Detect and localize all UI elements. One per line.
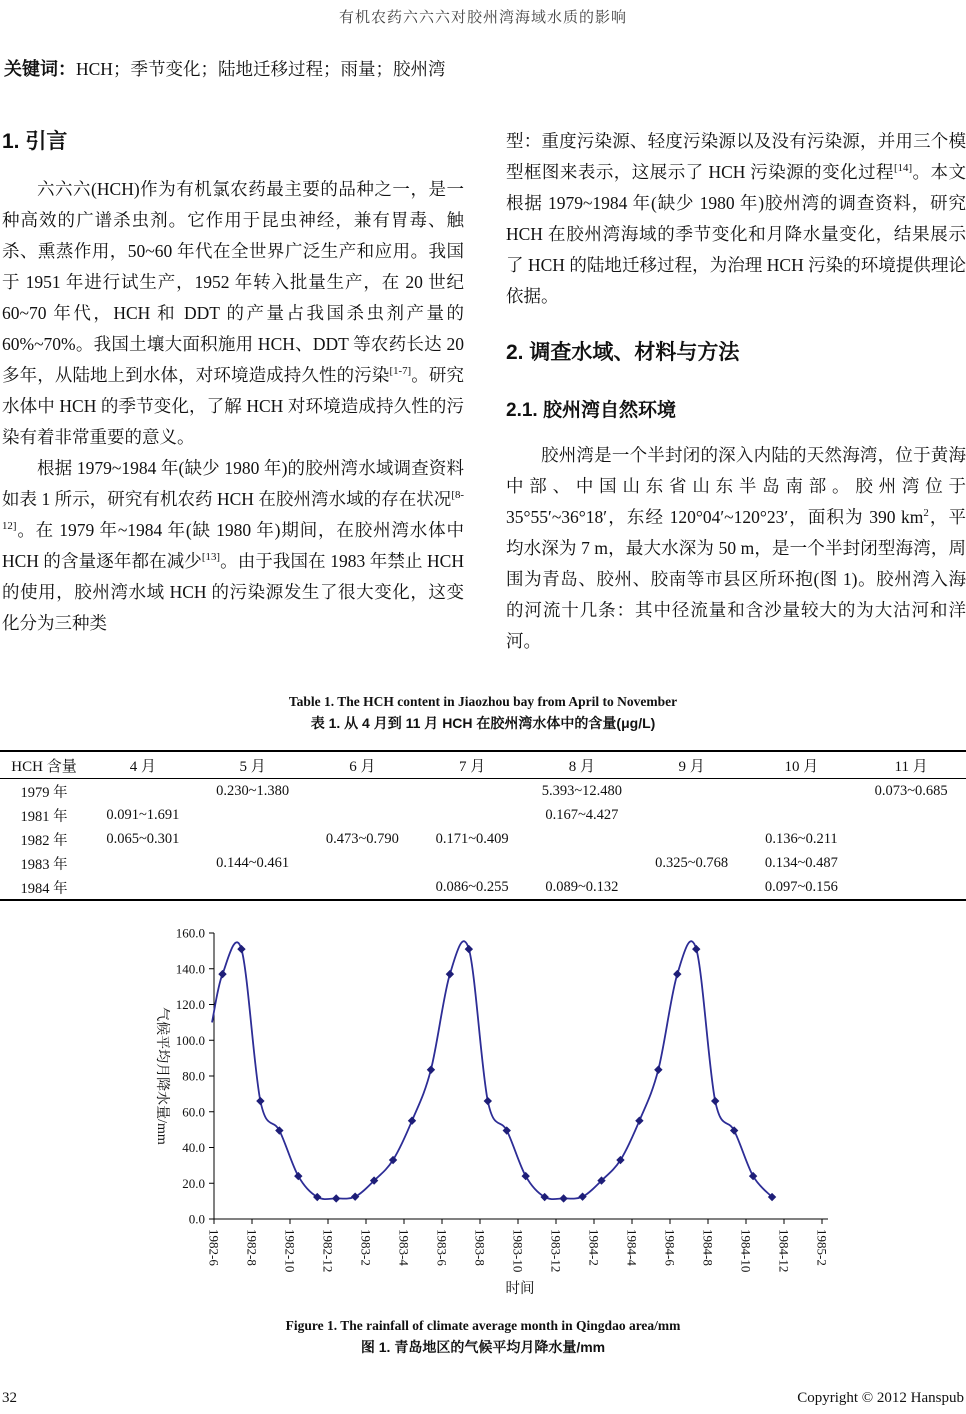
figure1-caption xyxy=(0,1316,966,1358)
x-tick-label: 1983-2 xyxy=(358,1229,374,1266)
hch-range-cell xyxy=(856,875,966,900)
hch-range-cell: 0.171~0.409 xyxy=(435,830,509,847)
table-header-month: 5 月 xyxy=(198,751,308,779)
text-run: 型：重度污染源、轻度污染源以及没有污染源，并用三个模型框图来表示，这展示了 HCH 污染源的变化过程 xyxy=(506,131,966,182)
x-tick-label: 1984-6 xyxy=(662,1229,678,1266)
rainfall-line xyxy=(212,941,772,1199)
data-point-marker xyxy=(294,1172,302,1180)
section-2-heading: 2. 调查水域、材料与方法 xyxy=(506,341,740,364)
hch-range-cell xyxy=(856,803,966,827)
text-run: ，平均水深为 7 m，最大水深为 50 m，是一个半封闭型海湾，周围为青岛、胶州、胶南等市县区所环抱(图 1)。胶州湾入海的河流十几条：其中径流量和含沙量较大的为大沽河和洋河。 xyxy=(506,507,966,651)
section-1-heading: 1. 引言 xyxy=(2,130,68,153)
row-year-cell: 1979 年 xyxy=(20,784,68,801)
x-tick-label: 1985-2 xyxy=(814,1229,830,1266)
left-column xyxy=(2,126,464,639)
data-point-marker xyxy=(351,1192,359,1200)
hch-range-cell xyxy=(198,827,308,851)
section-1-paragraph-3 xyxy=(506,126,966,312)
data-point-marker xyxy=(578,1192,586,1200)
data-point-marker xyxy=(559,1194,567,1202)
text-run: 。本文根据 1979~1984 年(缺少 1980 年)胶州湾的调查资料，研究 HCH 在胶州湾海域的季节变化和月降水量变化，结果展示了 HCH 的陆地迁移过程，为治理 HCH 污染的环境提供理论依据。 xyxy=(506,162,966,306)
hch-range-cell: 0.089~0.132 xyxy=(545,878,619,895)
table-header-month: 7 月 xyxy=(417,751,527,779)
y-tick-label: 60.0 xyxy=(182,1104,205,1120)
reference-superscript: 2 xyxy=(923,507,929,520)
hch-range-cell: 0.091~1.691 xyxy=(106,806,180,823)
hch-range-cell xyxy=(527,827,637,851)
x-axis-title: 时间 xyxy=(505,1281,535,1297)
row-year-cell: 1981 年 xyxy=(20,808,68,825)
hch-range-cell xyxy=(308,875,418,900)
hch-range-cell xyxy=(88,779,198,804)
table-header-label: HCH 含量 xyxy=(0,751,88,779)
x-tick-label: 1982-10 xyxy=(282,1229,298,1273)
reference-superscript: [1-7] xyxy=(389,365,412,378)
table-header-month: 8 月 xyxy=(527,751,637,779)
table-row xyxy=(0,875,966,900)
x-tick-label: 1984-2 xyxy=(586,1229,602,1266)
x-tick-label: 1982-6 xyxy=(206,1229,222,1266)
hch-range-cell xyxy=(198,803,308,827)
hch-range-cell: 0.065~0.301 xyxy=(106,830,180,847)
text-run: 。在 1979 年~1984 年(缺 1980 年)期间，在胶州湾水体中 HCH 的含量逐年都在减少 xyxy=(2,520,464,571)
table-header-month: 4 月 xyxy=(88,751,198,779)
y-tick-label: 80.0 xyxy=(182,1068,205,1084)
x-tick-label: 1983-10 xyxy=(510,1229,526,1273)
x-tick-label: 1983-6 xyxy=(434,1229,450,1266)
hch-range-cell: 0.097~0.156 xyxy=(764,878,838,895)
text-run: 六六六(HCH)作为有机氯农药最主要的品种之一，是一种高效的广谱杀虫剂。它作用于昆虫神经，兼有胃毒、触杀、熏蒸作用，50~60 年代在全世界广泛生产和应用。我国于 1951 年进行试生产，1952 年转入批量生产，在 20 世纪 60~70 年代，HCH 和 DDT 的产量占我国杀虫剂产量的 60%~70%。我国土壤大面积施用 HCH、DDT 等农药长达 20 多年，从陆地上到水体，对环境造成持久性的污染 xyxy=(2,179,464,385)
table-row xyxy=(0,851,966,875)
y-tick-label: 0.0 xyxy=(188,1211,205,1227)
keywords-text: HCH；季节变化；陆地迁移过程；雨量；胶州湾 xyxy=(76,59,446,79)
y-axis-title: 气候平均月降水量/mm xyxy=(154,1007,169,1145)
table1-caption xyxy=(0,692,966,734)
table-row xyxy=(0,779,966,804)
data-point-marker xyxy=(427,1066,435,1074)
row-year-cell: 1983 年 xyxy=(20,856,68,873)
table-header-month: 10 月 xyxy=(747,751,857,779)
figure1-caption-en: Figure 1. The rainfall of climate average month in Qingdao area/mm xyxy=(285,1318,681,1333)
table-header-month: 9 月 xyxy=(637,751,747,779)
hch-range-cell: 0.086~0.255 xyxy=(435,878,509,895)
hch-range-cell xyxy=(747,779,857,804)
text-run: 。由于我国在 1983 年禁止 HCH 的使用，胶州湾水域 HCH 的污染源发生了很大变化，这变化分为三种类 xyxy=(2,551,464,633)
x-tick-label: 1983-12 xyxy=(548,1229,564,1273)
hch-range-cell xyxy=(637,779,747,804)
data-point-marker xyxy=(673,970,681,978)
x-tick-label: 1984-8 xyxy=(700,1229,716,1266)
keywords-line xyxy=(4,56,962,82)
hch-range-cell xyxy=(88,875,198,900)
right-column xyxy=(506,126,966,657)
hch-range-cell xyxy=(198,875,308,900)
hch-range-cell xyxy=(308,779,418,804)
hch-range-cell: 0.073~0.685 xyxy=(874,782,948,799)
data-point-marker xyxy=(465,945,473,953)
x-tick-label: 1984-12 xyxy=(776,1229,792,1273)
hch-range-cell xyxy=(417,851,527,875)
running-header-title: 有机农药六六六对胶州湾海域水质的影响 xyxy=(338,10,627,26)
hch-range-cell xyxy=(308,803,418,827)
hch-range-cell xyxy=(417,803,527,827)
figure1-chart xyxy=(0,912,966,1312)
keywords-label: 关键词： xyxy=(4,59,76,79)
data-point-marker xyxy=(237,945,245,953)
table-header-month: 11 月 xyxy=(856,751,966,779)
y-tick-label: 140.0 xyxy=(175,961,205,977)
hch-range-cell: 0.167~4.427 xyxy=(545,806,619,823)
table1-caption-en: Table 1. The HCH content in Jiaozhou bay from April to November xyxy=(288,694,678,709)
y-tick-label: 160.0 xyxy=(175,925,205,941)
hch-range-cell: 0.144~0.461 xyxy=(216,854,290,871)
hch-range-cell: 0.325~0.768 xyxy=(655,854,729,871)
text-run: 胶州湾是一个半封闭的深入内陆的天然海湾，位于黄海中部、中国山东省山东半岛南部。胶州湾位于 35°55′~36°18′，东经 120°04′~120°23′，面积为 390 km xyxy=(506,445,966,527)
data-point-marker xyxy=(749,1172,757,1180)
hch-range-cell xyxy=(637,827,747,851)
hch-range-cell xyxy=(747,803,857,827)
section-2-1-heading: 2.1. 胶州湾自然环境 xyxy=(506,400,676,421)
table1-caption-zh: 表 1. 从 4 月到 11 月 HCH 在胶州湾水体中的含量(μg/L) xyxy=(310,715,656,731)
data-point-marker xyxy=(446,970,454,978)
hch-range-cell: 0.136~0.211 xyxy=(765,830,838,847)
hch-range-cell: 5.393~12.480 xyxy=(541,782,623,799)
row-year-cell: 1982 年 xyxy=(20,832,68,849)
data-point-marker xyxy=(522,1172,530,1180)
table-header-month: 6 月 xyxy=(308,751,418,779)
hch-range-cell xyxy=(308,851,418,875)
x-tick-label: 1984-4 xyxy=(624,1229,640,1266)
figure1-chart-area xyxy=(0,912,966,1312)
table-header-row xyxy=(0,751,966,779)
x-tick-label: 1983-8 xyxy=(472,1229,488,1266)
row-year-cell: 1984 年 xyxy=(20,880,68,897)
data-point-marker xyxy=(218,970,226,978)
reference-superscript: [14] xyxy=(894,162,913,175)
table-row xyxy=(0,803,966,827)
section-1-paragraph-2 xyxy=(2,453,464,639)
hch-range-cell xyxy=(527,851,637,875)
y-tick-label: 120.0 xyxy=(175,997,205,1012)
text-run: 根据 1979~1984 年(缺少 1980 年)的胶州湾水域调查资料如表 1 所示，研究有机农药 HCH 在胶州湾水域的存在状况 xyxy=(2,458,464,509)
hch-range-cell xyxy=(637,803,747,827)
hch-range-cell xyxy=(88,851,198,875)
hch-range-cell xyxy=(637,875,747,900)
y-tick-label: 100.0 xyxy=(175,1032,205,1048)
hch-range-cell: 0.230~1.380 xyxy=(216,782,290,799)
data-point-marker xyxy=(692,945,700,953)
reference-superscript: [13] xyxy=(201,551,220,564)
hch-range-cell xyxy=(856,851,966,875)
x-tick-label: 1982-8 xyxy=(244,1229,260,1266)
x-tick-label: 1983-4 xyxy=(396,1229,412,1266)
data-point-marker xyxy=(484,1097,492,1105)
data-point-marker xyxy=(711,1097,719,1105)
data-point-marker xyxy=(256,1097,264,1105)
text-run: 。研究水体中 HCH 的季节变化，了解 HCH 对环境造成持久性的污染有着非常重要的意义。 xyxy=(2,365,465,447)
section-2-1-paragraph-1 xyxy=(506,440,966,657)
reference-superscript: [8-12] xyxy=(2,489,464,533)
data-point-marker xyxy=(654,1066,662,1074)
page-number: 32 xyxy=(2,1390,17,1406)
table-row xyxy=(0,827,966,851)
hch-range-cell: 0.134~0.487 xyxy=(764,854,838,871)
hch-range-cell xyxy=(856,827,966,851)
hch-range-cell: 0.473~0.790 xyxy=(325,830,399,847)
copyright-notice: Copyright © 2012 Hanspub xyxy=(797,1390,964,1406)
y-tick-label: 40.0 xyxy=(182,1140,205,1155)
hch-range-cell xyxy=(417,779,527,804)
x-tick-label: 1982-12 xyxy=(320,1229,336,1273)
figure1-caption-zh: 图 1. 青岛地区的气候平均月降水量/mm xyxy=(360,1339,606,1355)
data-point-marker xyxy=(408,1116,416,1124)
x-tick-label: 1984-10 xyxy=(738,1229,754,1273)
y-tick-label: 20.0 xyxy=(182,1175,205,1191)
data-point-marker xyxy=(635,1116,643,1124)
data-point-marker xyxy=(332,1194,340,1202)
hch-content-table xyxy=(0,750,966,901)
section-1-paragraph-1 xyxy=(2,174,464,453)
